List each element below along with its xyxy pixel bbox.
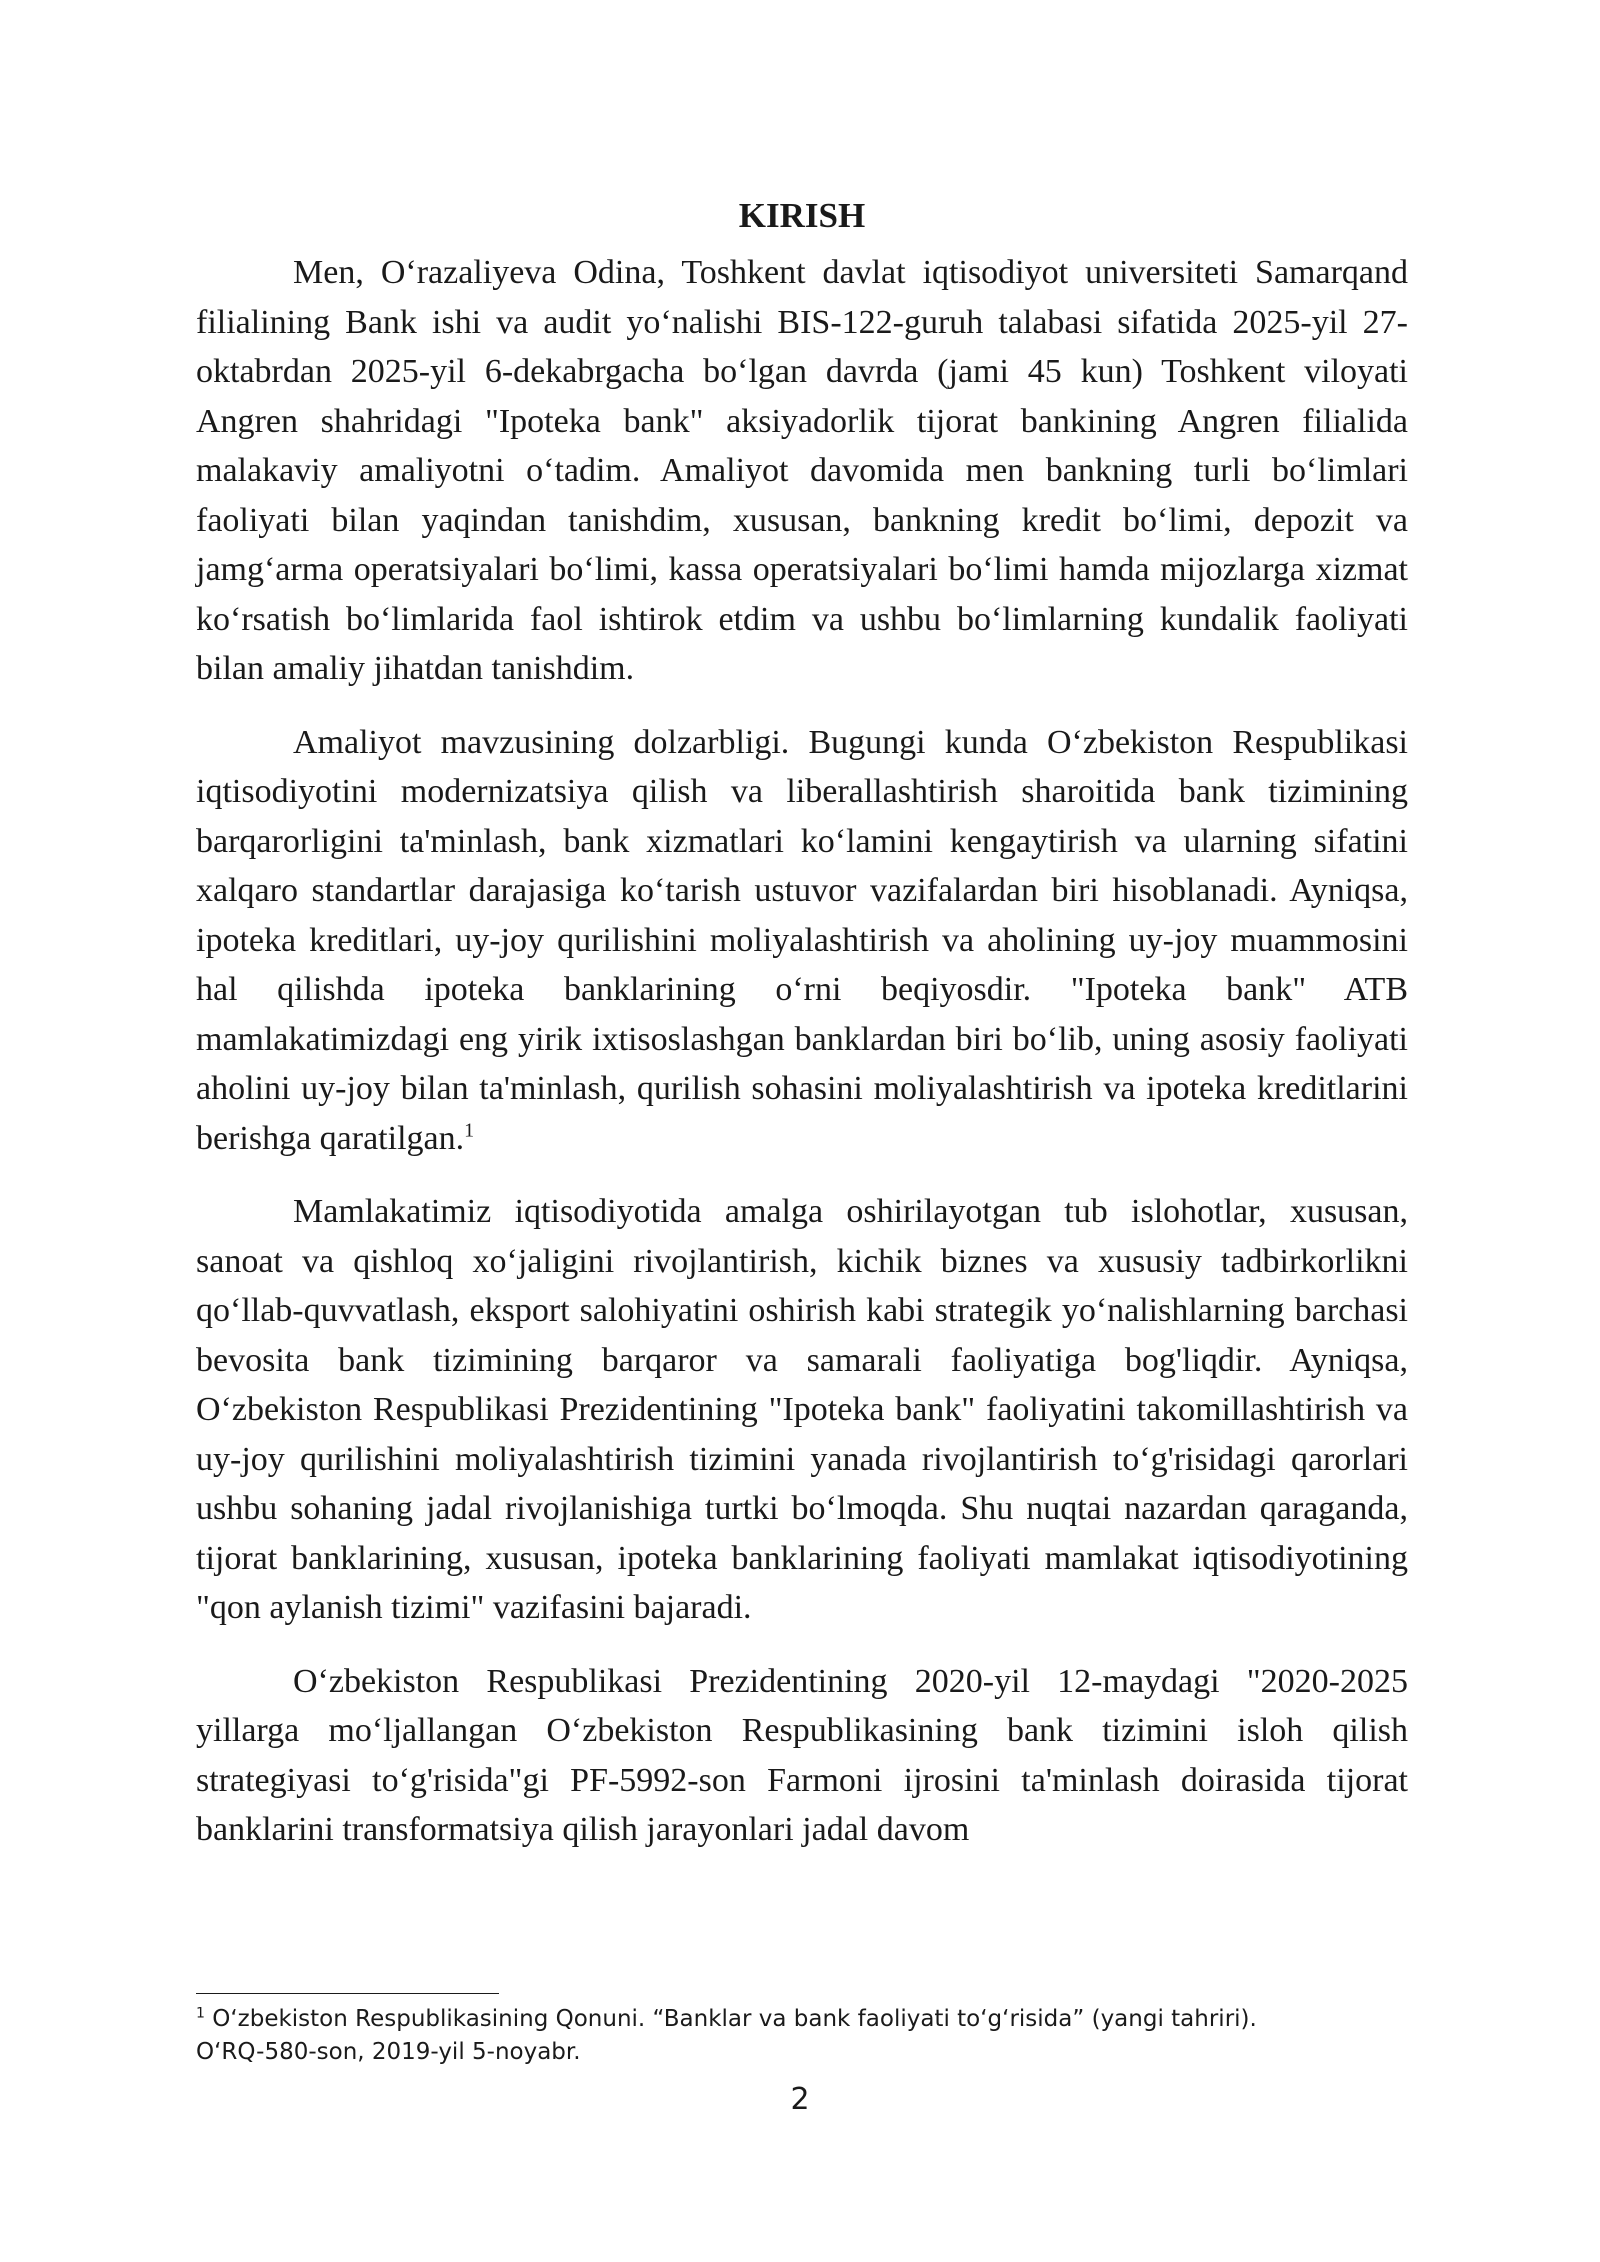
page-number: 2 (790, 2082, 810, 2117)
paragraph-3: Mamlakatimiz iqtisodiyotida amalga oshirilayotgan tub islohotlar, xususan, sanoat va qishloq xo‘jaligini rivojlantirish, kichik biznes va xususiy tadbirkorlikni qo‘llab-quvvatlash, eksport salohiyatini oshirish kabi strategik yo‘nalishlarning barchasi bevosita bank tizimining barqaror va samarali faoliyatiga bog'liqdir. Ayniqsa, O‘zbekiston Respublikasi Prezidentining "Ipoteka bank" faoliyatini takomillashtirish va uy-joy qurilishini moliyalashtirish tizimini yanada rivojlantirish to‘g'risidagi qarorlari ushbu sohaning jadal rivojlanishiga turtki bo‘lmoqda. Shu nuqtai nazardan qaraganda, tijorat banklarining, xususan, ipoteka banklarining faoliyati mamlakat iqtisodiyotining "qon aylanish tizimi" vazifasini bajaradi. (196, 1193, 1408, 1626)
document-body (196, 190, 1408, 1879)
footnote (196, 2003, 1408, 2069)
footnote-line-2: O‘RQ-580-son, 2019-yil 5-noyabr. (196, 2039, 581, 2065)
paragraph-2 (196, 718, 1408, 1164)
footnote-number: 1 (196, 2005, 205, 2022)
footnote-divider (196, 1993, 499, 1994)
footnote-line-1 (196, 2003, 1408, 2036)
paragraph-4: O‘zbekiston Respublikasi Prezidentining 2020-yil 12-maydagi "2020-2025 yillarga mo‘ljallangan O‘zbekiston Respublikasining bank tizimini isloh qilish strategiyasi to‘g'risida"gi PF-5992-son Farmoni ijrosini ta'minlash doirasida tijorat banklarini transformatsiya qilish jarayonlari jadal davom (196, 1662, 1408, 1848)
paragraph-1: Men, O‘razaliyeva Odina, Toshkent davlat iqtisodiyot universiteti Samarqand filialining Bank ishi va audit yo‘nalishi BIS-122-guruh talabasi sifatida 2025-yil 27-oktabrdan 2025-yil 6-dekabrgacha bo‘lgan davrda (jami 45 kun) Toshkent viloyati Angren shahridagi "Ipoteka bank" aksiyadorlik tijorat bankining Angren filialida malakaviy amaliyotni o‘tadim. Amaliyot davomida men bankning turli bo‘limlari faoliyati bilan yaqindan tanishdim, xususan, bankning kredit bo‘limi, depozit va jamg‘arma operatsiyalari bo‘limi, kassa operatsiyalari bo‘limi hamda mijozlarga xizmat ko‘rsatish bo‘limlarida faol ishtirok etdim va ushbu bo‘limlarning kundalik faoliyati bilan amaliy jihatdan tanishdim. (196, 254, 1408, 687)
section-heading: KIRISH (738, 196, 866, 235)
footnote-text-1: O‘zbekiston Respublikasining Qonuni. “Banklar va bank faoliyati to‘g‘risida” (yangi tahriri). (212, 2006, 1257, 2032)
footnote-reference[interactable]: 1 (464, 1119, 475, 1142)
paragraph-2-text: Amaliyot mavzusining dolzarbligi. Bugungi kunda O‘zbekiston Respublikasi iqtisodiyotini modernizatsiya qilish va liberallashtirish sharoitida bank tizimining barqarorligini ta'minlash, bank xizmatlari ko‘lamini kengaytirish va ularning sifatini xalqaro standartlar darajasiga ko‘tarish ustuvor vazifalardan biri hisoblanadi. Ayniqsa, ipoteka kreditlari, uy-joy qurilishini moliyalashtirish va aholining uy-joy muammosini hal qilishda ipoteka banklarining o‘rni beqiyosdir. "Ipoteka bank" ATB mamlakatimizdagi eng yirik ixtisoslashgan banklardan biri bo‘lib, uning asosiy faoliyati aholini uy-joy bilan ta'minlash, qurilish sohasini moliyalashtirish va ipoteka kreditlarini berishga qaratilgan. (196, 723, 1408, 1157)
